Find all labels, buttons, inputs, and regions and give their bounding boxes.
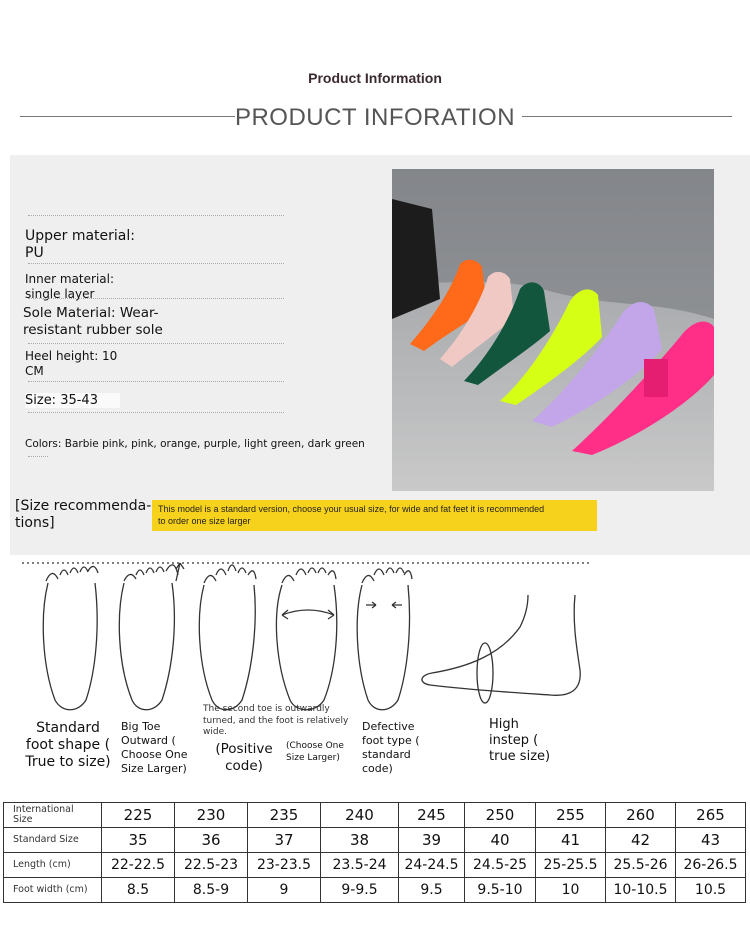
row-header-standard-size: Standard Size bbox=[4, 828, 102, 853]
label-line: code) bbox=[362, 762, 393, 775]
table-cell: 24.5-25 bbox=[465, 853, 536, 878]
table-cell: 38 bbox=[321, 828, 399, 853]
title-rule-right bbox=[522, 116, 732, 117]
table-cell: 39 bbox=[399, 828, 465, 853]
sole-material-line1: Sole Material: Wear- bbox=[23, 305, 159, 321]
label-line: foot type ( bbox=[362, 734, 420, 747]
label-line: Outward ( bbox=[121, 734, 176, 747]
page-title: PRODUCT INFORATION bbox=[234, 104, 516, 131]
table-cell: 8.5-9 bbox=[175, 878, 248, 903]
table-cell: 40 bbox=[465, 828, 536, 853]
dotted-divider bbox=[28, 412, 284, 413]
label-line: True to size) bbox=[25, 754, 111, 770]
label-defective bbox=[362, 720, 420, 776]
upper-material bbox=[25, 228, 135, 262]
note-line2: to order one size larger bbox=[158, 516, 251, 526]
row-header-line: Size bbox=[13, 814, 33, 825]
label-line: instep ( bbox=[489, 733, 539, 748]
size-range: Size: 35-43 bbox=[25, 393, 120, 408]
dotted-divider bbox=[28, 298, 284, 299]
foot-big-toe-icon bbox=[119, 563, 184, 710]
foot-wide-icon bbox=[276, 568, 336, 710]
label-line: (Positive bbox=[215, 741, 273, 757]
inner-material-label: Inner material: bbox=[25, 272, 115, 286]
colors: Colors: Barbie pink, pink, orange, purple, light green, dark green bbox=[25, 438, 365, 450]
table-cell: 10.5 bbox=[676, 878, 746, 903]
row-header-length: Length (cm) bbox=[4, 853, 102, 878]
size-recommendation-line1: [Size recommenda- bbox=[15, 498, 152, 514]
table-cell: 42 bbox=[606, 828, 676, 853]
dotted-divider bbox=[28, 215, 284, 216]
foot-high-instep-icon bbox=[422, 595, 580, 703]
size-recommendation-label bbox=[15, 498, 151, 532]
size-recommendation-line2: tions] bbox=[15, 515, 55, 531]
table-cell: 260 bbox=[606, 803, 676, 828]
heel bbox=[644, 359, 668, 397]
table-cell: 240 bbox=[321, 803, 399, 828]
inner-material-value: single layer bbox=[25, 287, 95, 301]
table-cell: 10 bbox=[536, 878, 606, 903]
heel-height-line1: Heel height: 10 bbox=[25, 349, 118, 363]
upper-material-label: Upper material: bbox=[25, 228, 135, 244]
table-cell: 25-25.5 bbox=[536, 853, 606, 878]
table-row bbox=[4, 828, 746, 853]
dotted-divider bbox=[28, 263, 284, 264]
heel-height bbox=[25, 349, 117, 379]
table-cell: 23.5-24 bbox=[321, 853, 399, 878]
label-big-toe bbox=[121, 720, 188, 776]
label-line: Choose One bbox=[121, 748, 188, 761]
size-chart-table bbox=[3, 802, 746, 903]
table-cell: 25.5-26 bbox=[606, 853, 676, 878]
foot-standard-icon bbox=[43, 566, 98, 709]
table-cell: 245 bbox=[399, 803, 465, 828]
table-cell: 35 bbox=[102, 828, 175, 853]
table-cell: 265 bbox=[676, 803, 746, 828]
label-line: true size) bbox=[489, 749, 551, 764]
label-standard-foot bbox=[22, 720, 114, 771]
table-cell: 230 bbox=[175, 803, 248, 828]
dotted-divider bbox=[28, 381, 284, 382]
label-line: The second toe is outwardly bbox=[203, 704, 330, 714]
row-header-foot-width: Foot width (cm) bbox=[4, 878, 102, 903]
table-cell: 9 bbox=[248, 878, 321, 903]
size-recommendation-note bbox=[152, 500, 597, 531]
row-header-line: International bbox=[13, 804, 74, 815]
table-cell: 9.5-10 bbox=[465, 878, 536, 903]
table-cell: 23-23.5 bbox=[248, 853, 321, 878]
sole-material-line2: resistant rubber sole bbox=[23, 322, 163, 338]
table-cell: 43 bbox=[676, 828, 746, 853]
label-line: turned, and the foot is relatively bbox=[203, 715, 349, 726]
label-line: Size Larger) bbox=[121, 762, 187, 775]
label-line: code) bbox=[225, 758, 263, 774]
table-row bbox=[4, 878, 746, 903]
table-cell: 41 bbox=[536, 828, 606, 853]
note-line1: This model is a standard version, choose your usual size, for wide and fat feet it is recommended bbox=[158, 504, 545, 514]
label-positive-code bbox=[208, 741, 280, 775]
sole-material bbox=[23, 305, 163, 339]
dotted-divider bbox=[28, 343, 284, 344]
table-cell: 36 bbox=[175, 828, 248, 853]
label-line: Size Larger) bbox=[286, 753, 340, 763]
table-cell: 22-22.5 bbox=[102, 853, 175, 878]
label-line: foot shape ( bbox=[25, 737, 111, 753]
product-information-subtitle: Product Information bbox=[308, 70, 442, 86]
label-line: wide. bbox=[203, 727, 227, 737]
table-cell: 225 bbox=[102, 803, 175, 828]
label-high-instep bbox=[489, 717, 550, 765]
row-header-international-size bbox=[4, 803, 102, 828]
table-cell: 26-26.5 bbox=[676, 853, 746, 878]
dotted-divider bbox=[28, 456, 48, 457]
table-cell: 9.5 bbox=[399, 878, 465, 903]
table-cell: 37 bbox=[248, 828, 321, 853]
table-row bbox=[4, 803, 746, 828]
label-choose-one bbox=[286, 740, 344, 764]
table-cell: 24-24.5 bbox=[399, 853, 465, 878]
label-line: standard bbox=[362, 748, 411, 761]
table-row bbox=[4, 853, 746, 878]
table-cell: 235 bbox=[248, 803, 321, 828]
product-photo bbox=[392, 169, 714, 491]
label-line: Standard bbox=[36, 720, 100, 736]
foot-shape-illustrations bbox=[0, 555, 750, 715]
table-cell: 255 bbox=[536, 803, 606, 828]
foot-defective-icon bbox=[357, 568, 412, 710]
table-cell: 9-9.5 bbox=[321, 878, 399, 903]
heel-height-line2: CM bbox=[25, 364, 44, 378]
table-cell: 250 bbox=[465, 803, 536, 828]
upper-material-value: PU bbox=[25, 245, 44, 261]
table-cell: 22.5-23 bbox=[175, 853, 248, 878]
table-cell: 10-10.5 bbox=[606, 878, 676, 903]
label-line: High bbox=[489, 717, 519, 732]
foot-second-toe-icon bbox=[199, 565, 256, 710]
label-second-toe-desc bbox=[203, 704, 348, 739]
table-cell: 8.5 bbox=[102, 878, 175, 903]
label-line: Big Toe bbox=[121, 720, 161, 733]
label-line: (Choose One bbox=[286, 741, 344, 751]
label-line: Defective bbox=[362, 720, 415, 733]
